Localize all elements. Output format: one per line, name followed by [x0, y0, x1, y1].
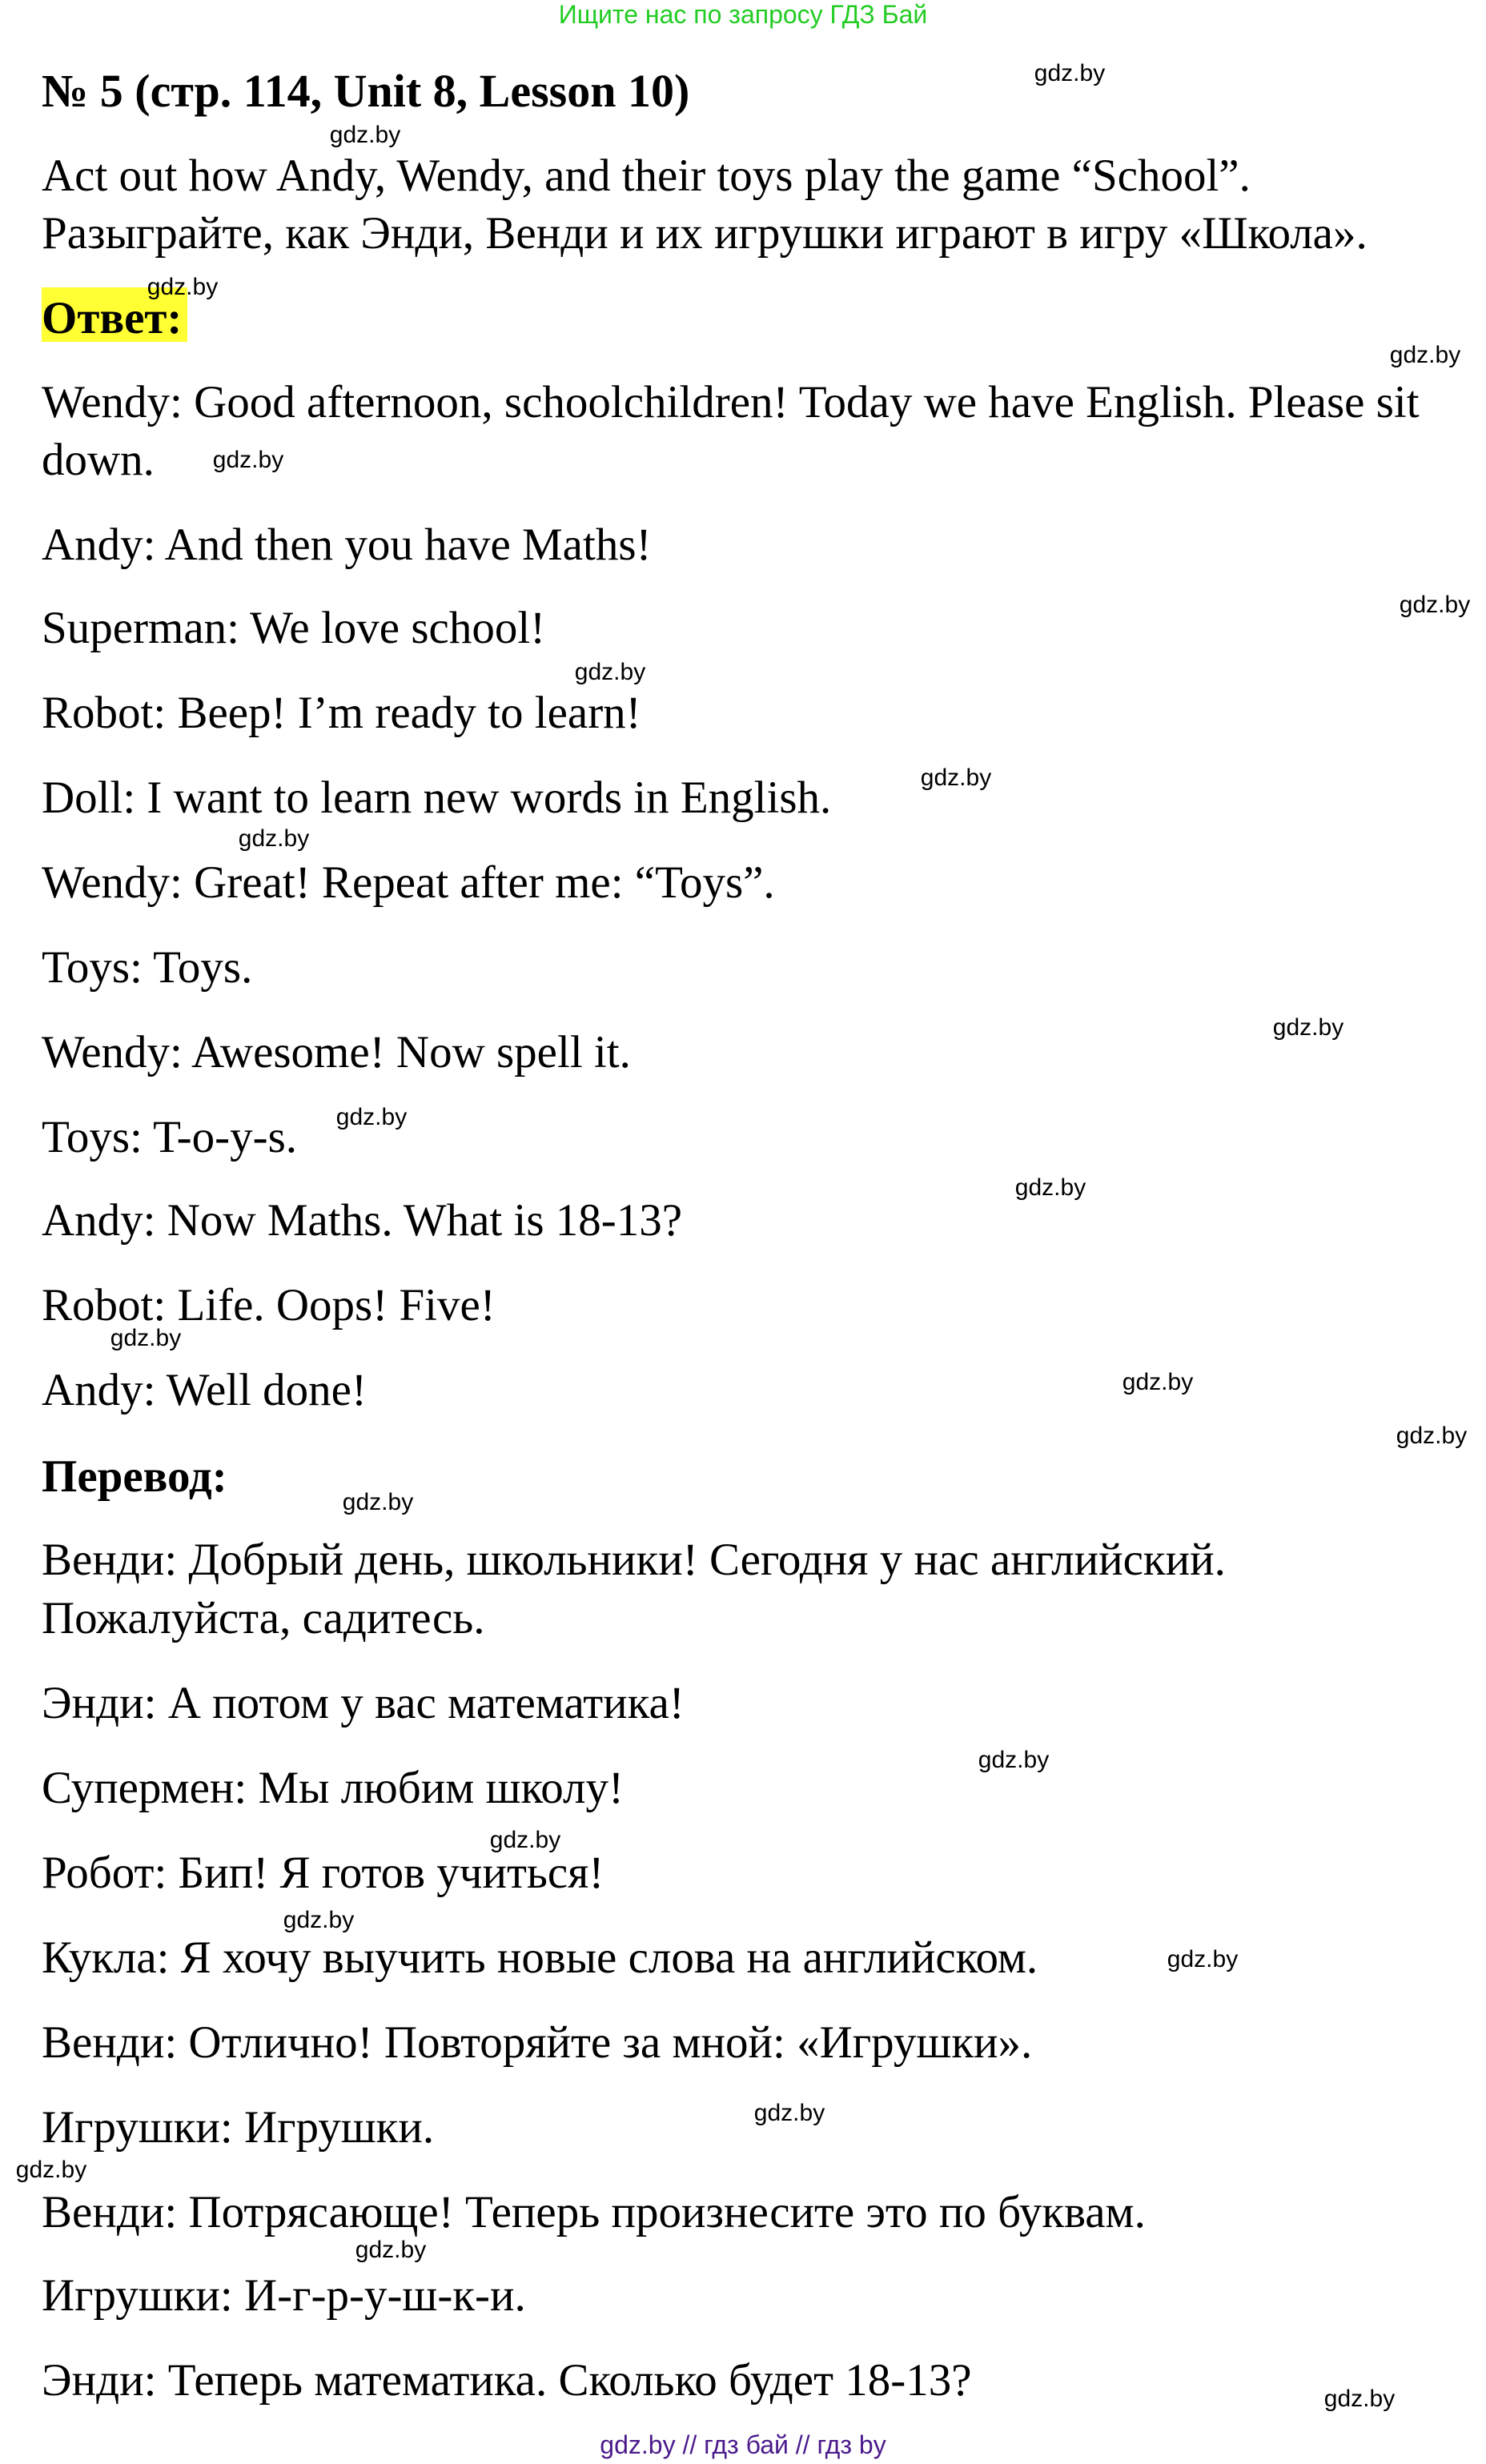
instruction-ru: Разыграйте, как Энди, Венди и их игрушки играют в игру «Школа».	[42, 208, 1368, 259]
translation-line: Супермен: Мы любим школу!	[42, 1763, 624, 1813]
watermark: gdz.by	[489, 1827, 561, 1853]
answer-line: Toys: T-o-y-s.	[42, 1112, 298, 1162]
watermark: gdz.by	[238, 825, 310, 852]
translation-line: Венди: Отлично! Повторяйте за мной: «Игрушки».	[42, 2017, 1033, 2068]
search-hint-banner[interactable]: Ищите нас по запросу ГДЗ Бай	[558, 0, 928, 29]
watermark: gdz.by	[753, 2100, 825, 2126]
translation-line: Венди: Добрый день, школьники! Сегодня у нас английский.	[42, 1535, 1226, 1585]
watermark: gdz.by	[15, 2157, 87, 2183]
watermark: gdz.by	[1122, 1369, 1194, 1395]
watermark: gdz.by	[212, 447, 284, 473]
translation-line: Кукла: Я хочу выучить новые слова на английском.	[42, 1932, 1038, 1983]
watermark: gdz.by	[574, 659, 646, 685]
answer-line: Superman: We love school!	[42, 603, 546, 653]
watermark: gdz.by	[1167, 1946, 1239, 1972]
translation-line: Игрушки: Игрушки.	[42, 2102, 435, 2153]
answer-line: Robot: Life. Oops! Five!	[42, 1280, 496, 1330]
watermark: gdz.by	[1323, 2386, 1396, 2412]
translation-line: Игрушки: И-г-р-у-ш-к-и.	[42, 2270, 526, 2321]
answer-line: Andy: And then you have Maths!	[42, 520, 652, 570]
translation-line: Венди: Потрясающе! Теперь произнесите это по буквам.	[42, 2187, 1146, 2237]
watermark: gdz.by	[147, 274, 219, 300]
watermark: gdz.by	[1272, 1014, 1344, 1041]
watermark: gdz.by	[283, 1907, 355, 1933]
translation-line: Робот: Бип! Я готов учиться!	[42, 1848, 604, 1898]
translation-line: Пожалуйста, садитесь.	[42, 1593, 485, 1643]
footer-links[interactable]: gdz.by // гдз бай // гдз by	[600, 2430, 886, 2459]
watermark: gdz.by	[110, 1325, 182, 1351]
watermark: gdz.by	[335, 1104, 408, 1130]
watermark: gdz.by	[1034, 60, 1106, 86]
watermark: gdz.by	[1014, 1174, 1086, 1201]
answer-line: Wendy: Great! Repeat after me: “Toys”.	[42, 857, 775, 908]
answer-line: Andy: Now Maths. What is 18-13?	[42, 1195, 683, 1246]
watermark: gdz.by	[355, 2237, 427, 2263]
answer-line: Andy: Well done!	[42, 1365, 367, 1415]
answer-line: Robot: Beep! I’m ready to learn!	[42, 688, 641, 738]
answer-line: Toys: Toys.	[42, 942, 253, 993]
instruction-en: Act out how Andy, Wendy, and their toys play the game “School”.	[42, 150, 1251, 201]
translation-line: Энди: Теперь математика. Сколько будет 18-13?	[42, 2355, 972, 2406]
watermark: gdz.by	[978, 1747, 1050, 1773]
answer-line: Wendy: Good afternoon, schoolchildren! Today we have English. Please sit	[42, 377, 1420, 427]
answer-label: Ответ:	[42, 293, 183, 343]
translation-label: Перевод:	[42, 1451, 227, 1502]
watermark: gdz.by	[1399, 592, 1471, 618]
answer-line: Doll: I want to learn new words in English.	[42, 773, 832, 823]
translation-line: Энди: А потом у вас математика!	[42, 1678, 685, 1728]
answer-line: Wendy: Awesome! Now spell it.	[42, 1027, 631, 1077]
watermark: gdz.by	[1396, 1423, 1468, 1449]
task-title: № 5 (стр. 114, Unit 8, Lesson 10)	[42, 65, 690, 117]
watermark: gdz.by	[920, 764, 992, 791]
answer-line: down.	[42, 435, 155, 485]
watermark: gdz.by	[329, 122, 401, 148]
watermark: gdz.by	[342, 1489, 414, 1515]
watermark: gdz.by	[1389, 342, 1461, 368]
